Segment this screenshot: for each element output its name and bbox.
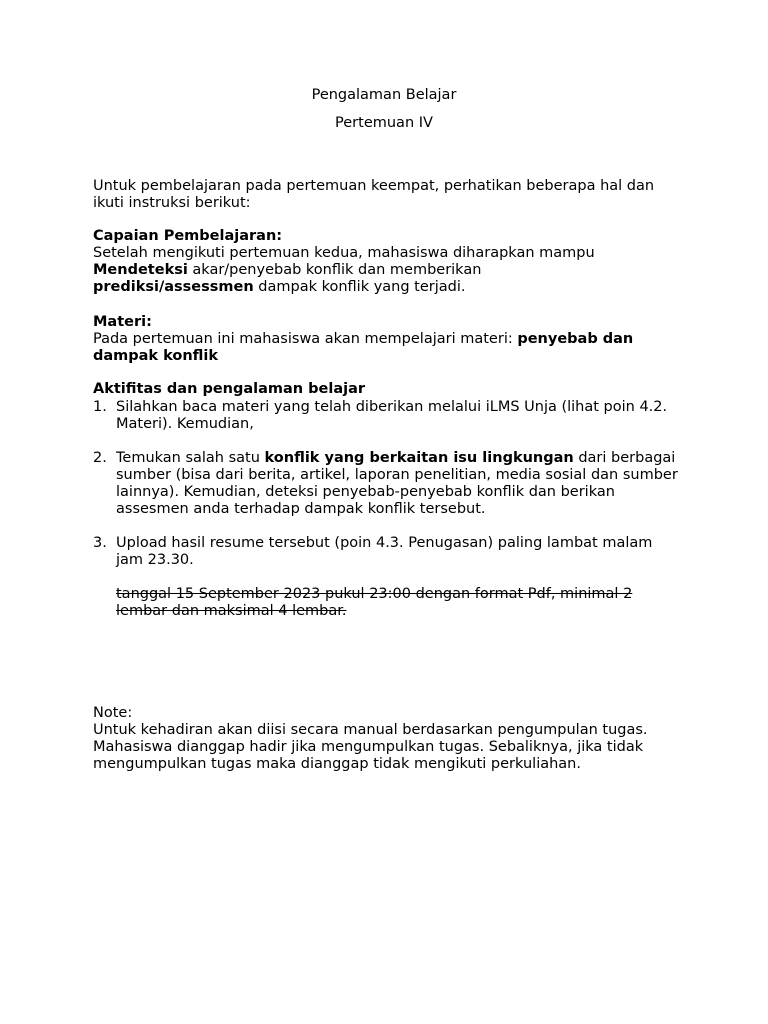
list-item-text: Upload hasil resume tersebut (poin 4.3. Penugasan) paling lambat malam jam 23.30. xyxy=(116,535,653,568)
note-line-2: Mahasiswa dianggap hadir jika mengumpulkan tugas. Sebaliknya, jika tidak mengumpulkan tugas maka dianggap tidak mengikuti perkuliahan. xyxy=(93,739,644,772)
aktifitas-heading: Aktifitas dan pengalaman belajar xyxy=(93,381,366,397)
intro-text: Untuk pembelajaran pada pertemuan keempat, perhatikan beberapa hal dan ikuti instruksi berikut: xyxy=(93,178,655,211)
note-line-1: Untuk kehadiran akan diisi secara manual berdasarkan pengumpulan tugas. xyxy=(93,722,648,738)
capaian-heading: Capaian Pembelajaran: xyxy=(93,228,283,244)
struck-note xyxy=(93,586,683,620)
list-item-text: Silahkan baca materi yang telah diberikan melalui iLMS Unja (lihat poin 4.2. Materi). Kemudian, xyxy=(116,399,668,432)
struck-text: tanggal 15 September 2023 pukul 23:00 dengan format Pdf, minimal 2 lembar dan maksimal 4 lembar. xyxy=(116,586,633,619)
materi-heading: Materi: xyxy=(93,314,152,330)
list-number: 1. xyxy=(93,399,107,415)
intro-paragraph xyxy=(93,178,683,212)
document-title: Pengalaman Belajar xyxy=(311,87,457,103)
capaian-section xyxy=(93,228,683,296)
aktifitas-heading-block xyxy=(93,381,683,398)
list-item xyxy=(93,399,683,433)
document-subtitle: Pertemuan IV xyxy=(335,115,433,131)
list-item xyxy=(93,535,683,569)
list-item-text: Temukan salah satu konflik yang berkaitan isu lingkungan dari berbagai sumber (bisa dari berita, artikel, laporan penelitian, media sosial dan sumber lainnya). Kemudian, deteksi penyebab-penyebab konflik dan berikan assesmen anda terhadap dampak konflik tersebut. xyxy=(116,450,678,517)
list-number: 2. xyxy=(93,450,107,466)
note-section xyxy=(93,705,683,773)
list-item xyxy=(93,450,683,518)
materi-text: Pada pertemuan ini mahasiswa akan mempelajari materi: penyebab dan dampak konflik xyxy=(93,331,634,364)
capaian-text: Setelah mengikuti pertemuan kedua, mahasiswa diharapkan mampu Mendeteksi akar/penyebab konflik dan memberikan prediksi/assessmen dampak konflik yang terjadi. xyxy=(93,245,595,295)
list-number: 3. xyxy=(93,535,107,551)
note-label: Note: xyxy=(93,705,133,721)
materi-section xyxy=(93,314,683,365)
